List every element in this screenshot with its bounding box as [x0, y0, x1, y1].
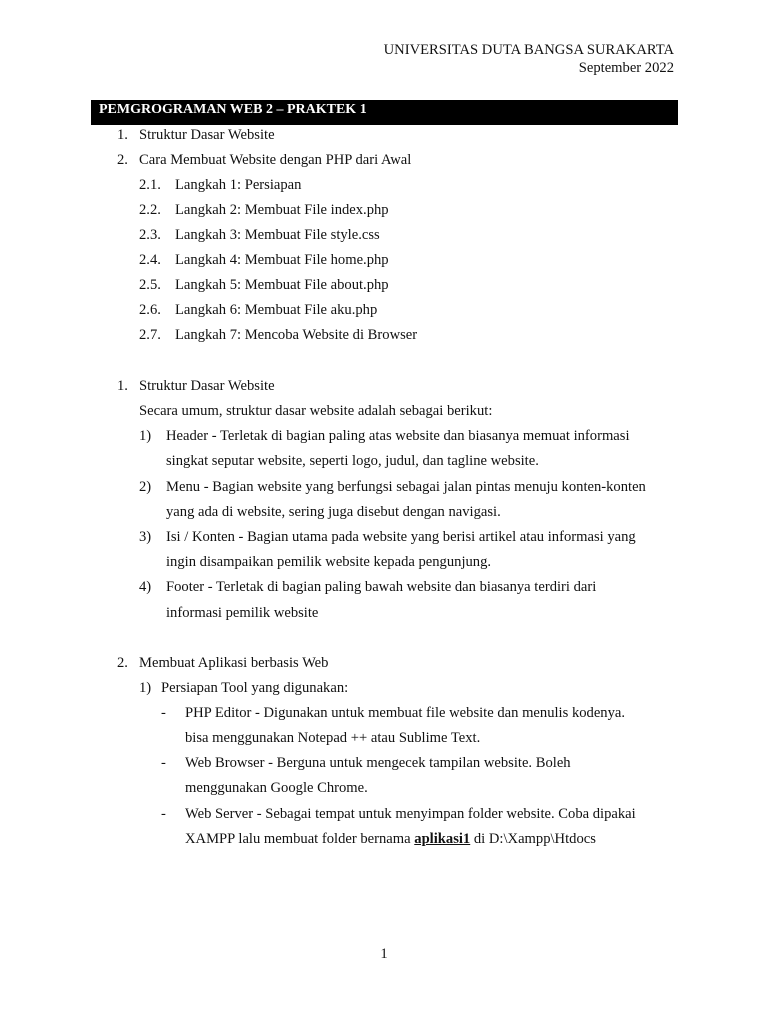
- toc-sub-item: Langkah 4: Membuat File home.php: [175, 252, 389, 268]
- list-item-number: 2): [139, 479, 152, 495]
- page-number: 1: [380, 946, 388, 962]
- document-title: PEMGROGRAMAN WEB 2 – PRAKTEK 1: [99, 102, 367, 117]
- list-item-text: Menu - Bagian website yang berfungsi sebagai jalan pintas menuju konten-konten: [166, 479, 646, 495]
- toc-sub-number: 2.3.: [139, 227, 161, 243]
- toc-sub-item: Langkah 5: Membuat File about.php: [175, 277, 389, 293]
- bullet-text: PHP Editor - Digunakan untuk membuat file website dan menulis kodenya.: [185, 705, 626, 721]
- bullet-dash: -: [161, 705, 166, 721]
- toc-sub-item: Langkah 6: Membuat File aku.php: [175, 302, 378, 318]
- header-university: UNIVERSITAS DUTA BANGSA SURAKARTA: [383, 42, 674, 58]
- section-2-number: 2.: [117, 655, 128, 671]
- toc-sub-number: 2.2.: [139, 202, 161, 218]
- bullet-dash: -: [161, 806, 166, 822]
- list-item-number: 4): [139, 579, 152, 595]
- toc-sub-item: Langkah 7: Mencoba Website di Browser: [175, 327, 418, 343]
- bullet-text: Web Server - Sebagai tempat untuk menyimpan folder website. Coba dipakai: [185, 806, 636, 822]
- bullet-text-post: di D:\Xampp\Htdocs: [470, 831, 596, 847]
- title-bar: [91, 100, 678, 125]
- header-date: September 2022: [578, 60, 674, 76]
- subsection-number: 1): [139, 680, 152, 696]
- toc-item-2-number: 2.: [117, 152, 128, 168]
- bullet-text: menggunakan Google Chrome.: [185, 780, 368, 796]
- toc-sub-number: 2.1.: [139, 177, 161, 193]
- subsection-heading: Persiapan Tool yang digunakan:: [161, 680, 349, 696]
- list-item-number: 3): [139, 529, 152, 545]
- list-item-text: Isi / Konten - Bagian utama pada website yang berisi artikel atau informasi yang: [166, 529, 636, 545]
- section-2-heading: Membuat Aplikasi berbasis Web: [139, 655, 329, 671]
- bullet-dash: -: [161, 755, 166, 771]
- toc-sub-number: 2.4.: [139, 252, 161, 268]
- list-item-text: Header - Terletak di bagian paling atas website dan biasanya memuat informasi: [166, 428, 630, 444]
- toc-sub-number: 2.7.: [139, 327, 161, 343]
- section-1-heading: Struktur Dasar Website: [139, 378, 275, 394]
- toc-sub-item: Langkah 3: Membuat File style.css: [175, 227, 380, 243]
- list-item-text: informasi pemilik website: [166, 605, 319, 621]
- list-item-text: singkat seputar website, seperti logo, judul, dan tagline website.: [166, 453, 539, 469]
- bullet-text-with-folder: [185, 831, 596, 848]
- toc-sub-number: 2.6.: [139, 302, 161, 318]
- toc-sub-item: Langkah 1: Persiapan: [175, 177, 302, 193]
- bullet-text: bisa menggunakan Notepad ++ atau Sublime Text.: [185, 730, 481, 746]
- list-item-text: Footer - Terletak di bagian paling bawah website dan biasanya terdiri dari: [166, 579, 597, 595]
- folder-name: aplikasi1: [414, 831, 471, 847]
- section-1-intro: Secara umum, struktur dasar website adalah sebagai berikut:: [139, 403, 493, 419]
- list-item-number: 1): [139, 428, 152, 444]
- toc-item-2: Cara Membuat Website dengan PHP dari Awal: [139, 152, 412, 168]
- toc-item-1: Struktur Dasar Website: [139, 127, 275, 143]
- list-item-text: ingin disampaikan pemilik website kepada pengunjung.: [166, 554, 492, 570]
- list-item-text: yang ada di website, sering juga disebut dengan navigasi.: [166, 504, 501, 520]
- toc-item-1-number: 1.: [117, 127, 128, 143]
- section-1-number: 1.: [117, 378, 128, 394]
- toc-sub-item: Langkah 2: Membuat File index.php: [175, 202, 389, 218]
- toc-sub-number: 2.5.: [139, 277, 161, 293]
- bullet-text: Web Browser - Berguna untuk mengecek tampilan website. Boleh: [185, 755, 571, 771]
- bullet-text-pre: XAMPP lalu membuat folder bernama: [185, 831, 415, 847]
